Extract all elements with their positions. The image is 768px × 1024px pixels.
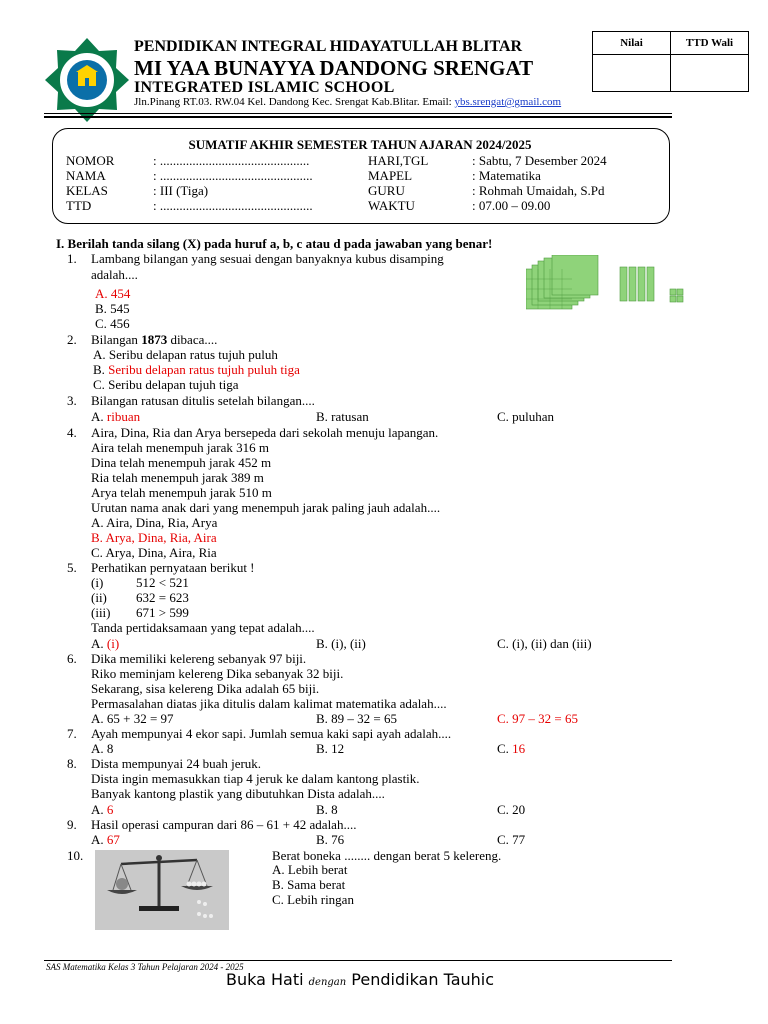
q6-option-b[interactable]: B. 89 – 32 = 65 bbox=[316, 711, 398, 726]
q10-option-c[interactable]: C. Lebih ringan bbox=[272, 892, 354, 907]
header-divider-thick bbox=[44, 116, 672, 118]
q3-option-c[interactable]: C. puluhan bbox=[497, 409, 555, 424]
q3-option-a[interactable]: A. ribuan bbox=[91, 409, 141, 424]
grade-header: Nilai bbox=[593, 32, 671, 55]
q3-option-b[interactable]: B. ratusan bbox=[316, 409, 369, 424]
info-label-nama: NAMA bbox=[66, 168, 106, 183]
school-logo bbox=[44, 37, 130, 123]
q5-statement-label: (ii) bbox=[91, 590, 107, 605]
q6-number: 6. bbox=[67, 651, 77, 666]
info-value-waktu: : 07.00 – 09.00 bbox=[472, 198, 551, 213]
q4-option-a[interactable]: A. Aira, Dina, Ria, Arya bbox=[91, 515, 218, 530]
q1-option-a[interactable]: A. 454 bbox=[95, 286, 131, 301]
q8-text-line: Dista ingin memasukkan tiap 4 jeruk ke dalam kantong plastik. bbox=[91, 771, 420, 786]
exam-title: SUMATIF AKHIR SEMESTER TAHUN AJARAN 2024/2025 bbox=[188, 137, 532, 152]
q9-option-c[interactable]: C. 77 bbox=[497, 832, 526, 847]
header-divider bbox=[44, 113, 672, 114]
grade-cell[interactable] bbox=[593, 55, 671, 92]
q2-option-b[interactable]: B. Seribu delapan ratus tujuh puluh tiga bbox=[93, 362, 300, 377]
q5-statement: 632 = 623 bbox=[136, 590, 189, 605]
q8-option-b[interactable]: B. 8 bbox=[316, 802, 338, 817]
q5-statement: 671 > 599 bbox=[136, 605, 189, 620]
info-label-kelas: KELAS bbox=[66, 183, 108, 198]
q9-option-b[interactable]: B. 76 bbox=[316, 832, 345, 847]
grade-signature-table bbox=[592, 31, 749, 92]
q9-text: Hasil operasi campuran dari 86 – 61 + 42 adalah.... bbox=[91, 817, 357, 832]
q10-text: Berat boneka ........ dengan berat 5 kelereng. bbox=[272, 848, 502, 863]
footer-slogan: Buka Hati dengan Pendidikan Tauhic bbox=[226, 970, 495, 989]
info-label-ttd: TTD bbox=[66, 198, 92, 213]
email-link[interactable]: ybs.srengat@gmail.com bbox=[454, 96, 562, 108]
q5-option-c[interactable]: C. (i), (ii) dan (iii) bbox=[497, 636, 592, 651]
q5-question: Tanda pertidaksamaan yang tepat adalah.... bbox=[91, 620, 315, 635]
q5-number: 5. bbox=[67, 560, 77, 575]
info-label-waktu: WAKTU bbox=[368, 198, 415, 213]
q6-option-c[interactable]: C. 97 – 32 = 65 bbox=[497, 711, 579, 726]
q3-number: 3. bbox=[67, 393, 77, 408]
q2-option-a[interactable]: A. Seribu delapan ratus tujuh puluh bbox=[93, 347, 278, 362]
info-value-hari: : Sabtu, 7 Desember 2024 bbox=[472, 153, 607, 168]
q8-option-a[interactable]: A. 6 bbox=[91, 802, 114, 817]
q5-statement-label: (i) bbox=[91, 575, 104, 590]
q2-option-c[interactable]: C. Seribu delapan tujuh tiga bbox=[93, 377, 239, 392]
q6-text-line: Sekarang, sisa kelereng Dika adalah 65 biji. bbox=[91, 681, 320, 696]
q10-option-a[interactable]: A. Lebih berat bbox=[272, 862, 348, 877]
q4-text-line: Dina telah menempuh jarak 452 m bbox=[91, 455, 272, 470]
q1-text-cont: adalah.... bbox=[91, 267, 138, 282]
q2-text: Bilangan 1873 dibaca.... bbox=[91, 332, 218, 347]
q5-option-a[interactable]: A. (i) bbox=[91, 636, 120, 651]
q7-number: 7. bbox=[67, 726, 77, 741]
q1-option-c[interactable]: C. 456 bbox=[95, 316, 130, 331]
parent-signature-cell[interactable] bbox=[671, 55, 749, 92]
q6-text-line: Permasalahan diatas jika ditulis dalam kalimat matematika adalah.... bbox=[91, 696, 447, 711]
info-value-nama[interactable]: : ............................................... bbox=[153, 168, 313, 183]
footer-divider bbox=[44, 960, 672, 961]
q4-number: 4. bbox=[67, 425, 77, 440]
q1-text: Lambang bilangan yang sesuai dengan banyaknya kubus disamping bbox=[91, 251, 444, 266]
q3-text: Bilangan ratusan ditulis setelah bilangan.... bbox=[91, 393, 315, 408]
q5-statement-label: (iii) bbox=[91, 605, 111, 620]
q4-text-line: Urutan nama anak dari yang menempuh jarak paling jauh adalah.... bbox=[91, 500, 441, 515]
q5-option-b[interactable]: B. (i), (ii) bbox=[316, 636, 366, 651]
q7-text: Ayah mempunyai 4 ekor sapi. Jumlah semua kaki sapi ayah adalah.... bbox=[91, 726, 452, 741]
q1-option-b[interactable]: B. 545 bbox=[95, 301, 130, 316]
q4-option-b[interactable]: B. Arya, Dina, Ria, Aira bbox=[91, 530, 217, 545]
school-address: Jln.Pinang RT.03. RW.04 Kel. Dandong Kec. Srengat Kab.Blitar. Email: ybs.srengat@gmail.com bbox=[134, 96, 562, 108]
q10-option-b[interactable]: B. Sama berat bbox=[272, 877, 346, 892]
foundation-name: PENDIDIKAN INTEGRAL HIDAYATULLAH BLITAR bbox=[134, 38, 523, 55]
q6-text-line: Riko meminjam kelereng Dika sebanyak 32 biji. bbox=[91, 666, 344, 681]
info-value-nomor[interactable]: : .............................................. bbox=[153, 153, 310, 168]
q6-option-a[interactable]: A. 65 + 32 = 97 bbox=[91, 711, 174, 726]
q7-option-a[interactable]: A. 8 bbox=[91, 741, 114, 756]
q10-number: 10. bbox=[67, 848, 84, 863]
q7-option-c[interactable]: C. 16 bbox=[497, 741, 526, 756]
info-label-hari: HARI,TGL bbox=[368, 153, 429, 168]
q8-option-c[interactable]: C. 20 bbox=[497, 802, 526, 817]
q9-number: 9. bbox=[67, 817, 77, 832]
info-value-kelas: : III (Tiga) bbox=[153, 183, 209, 198]
base-ten-cubes-image bbox=[526, 255, 692, 311]
q9-option-a[interactable]: A. 67 bbox=[91, 832, 120, 847]
parent-signature-header: TTD Wali bbox=[671, 32, 749, 55]
q8-text-line: Banyak kantong plastik yang dibutuhkan Dista adalah.... bbox=[91, 786, 385, 801]
q5-text: Perhatikan pernyataan berikut ! bbox=[91, 560, 255, 575]
q7-option-b[interactable]: B. 12 bbox=[316, 741, 345, 756]
q1-number: 1. bbox=[67, 251, 77, 266]
balance-scale-image bbox=[95, 850, 229, 930]
info-value-mapel: : Matematika bbox=[472, 168, 541, 183]
q4-text-line: Arya telah menempuh jarak 510 m bbox=[91, 485, 272, 500]
info-value-guru: : Rohmah Umaidah, S.Pd bbox=[472, 183, 605, 198]
section-instruction: I. Berilah tanda silang (X) pada huruf a, b, c atau d pada jawaban yang benar! bbox=[56, 236, 493, 251]
info-label-nomor: NOMOR bbox=[66, 153, 115, 168]
q4-text-line: Aira telah menempuh jarak 316 m bbox=[91, 440, 269, 455]
school-name: MI YAA BUNAYYA DANDONG SRENGAT bbox=[134, 56, 534, 80]
footer-exam-label: SAS Matematika Kelas 3 Tahun Pelajaran 2024 - 2025 bbox=[46, 962, 244, 972]
q5-statement: 512 < 521 bbox=[136, 575, 189, 590]
q8-text-line: Dista mempunyai 24 buah jeruk. bbox=[91, 756, 262, 771]
q4-option-c[interactable]: C. Arya, Dina, Aira, Ria bbox=[91, 545, 217, 560]
q8-number: 8. bbox=[67, 756, 77, 771]
info-label-mapel: MAPEL bbox=[368, 168, 413, 183]
q4-text-line: Aira, Dina, Ria dan Arya bersepeda dari sekolah menuju lapangan. bbox=[91, 425, 439, 440]
info-value-ttd[interactable]: : ............................................... bbox=[153, 198, 313, 213]
q2-number: 2. bbox=[67, 332, 77, 347]
school-subtitle: INTEGRATED ISLAMIC SCHOOL bbox=[134, 79, 395, 96]
q6-text-line: Dika memiliki kelereng sebanyak 97 biji. bbox=[91, 651, 307, 666]
info-label-guru: GURU bbox=[368, 183, 405, 198]
q4-text-line: Ria telah menempuh jarak 389 m bbox=[91, 470, 264, 485]
